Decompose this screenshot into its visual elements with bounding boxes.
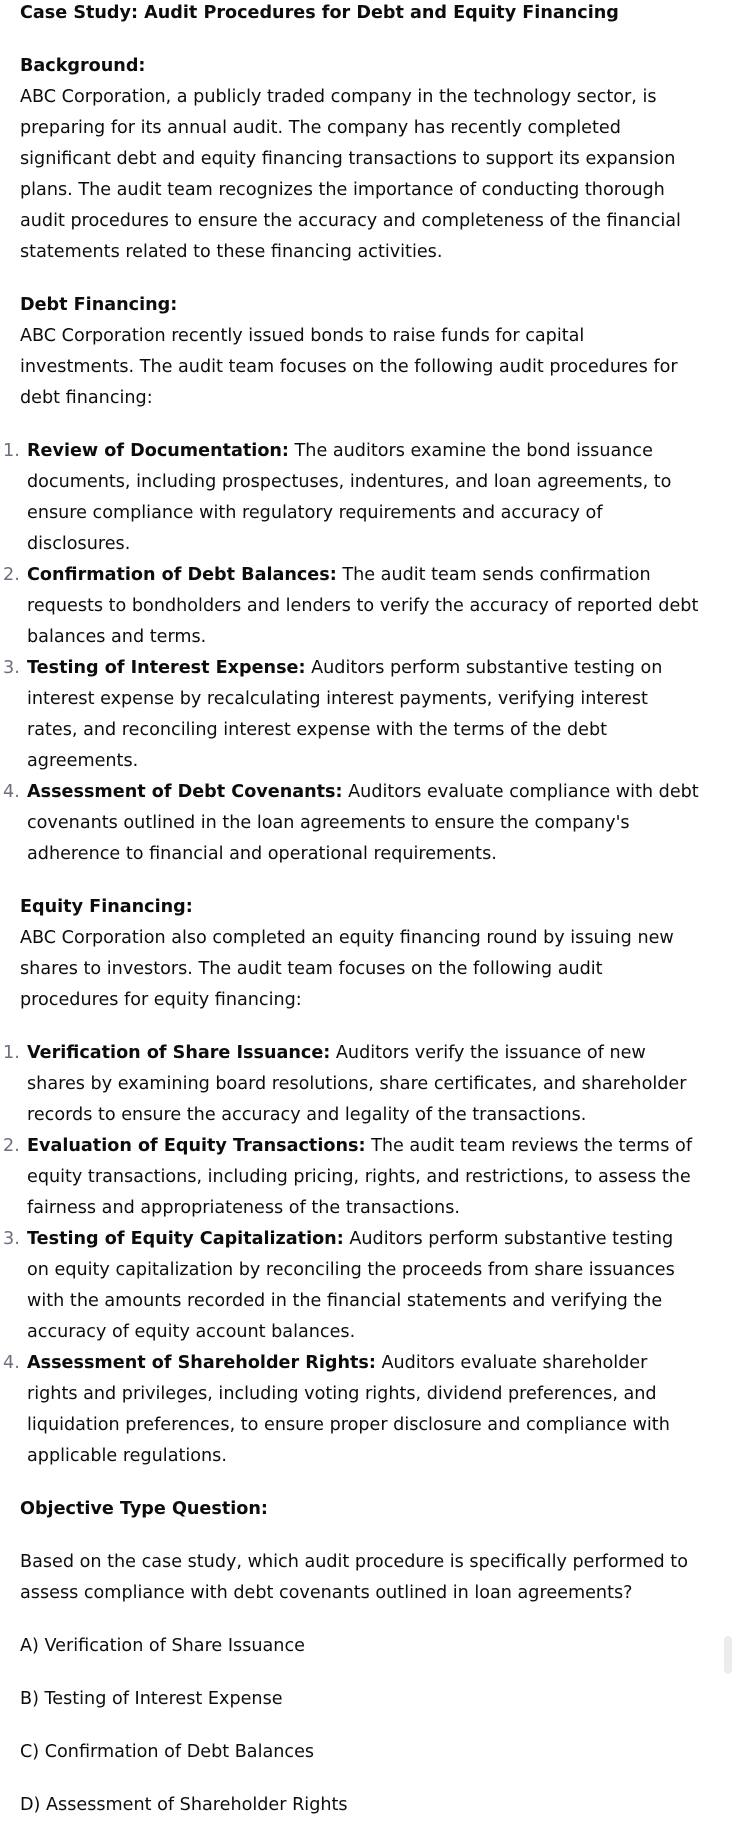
answer-option-c: C) Confirmation of Debt Balances [20,1742,315,1762]
scrollbar-thumb[interactable] [724,1636,732,1674]
list-item-text: The audit team sends confirmation requests to bondholders and lenders to verify the accuracy of reported debt balances and terms. [27,565,699,647]
list-item-label: Assessment of Debt Covenants: [27,782,343,802]
list-number: 1. [3,1043,20,1063]
list-item-label: Evaluation of Equity Transactions: [27,1136,366,1156]
list-number: 3. [3,658,20,678]
list-item [3,1038,700,1131]
list-number: 4. [3,1353,20,1373]
list-item [3,436,700,560]
list-item-text: Auditors verify the issuance of new shares by examining board resolutions, share certificates, and shareholder records to ensure the accuracy and legality of the transactions. [27,1043,687,1125]
list-item-label: Confirmation of Debt Balances: [27,565,337,585]
list-item-label: Review of Documentation: [27,441,289,461]
answer-option-b: B) Testing of Interest Expense [20,1689,283,1709]
list-item [3,1224,700,1348]
list-item-text: Auditors perform substantive testing on equity capitalization by reconciling the proceeds from share issuances with the amounts recorded in the financial statements and verifying the accuracy of equity account balances. [27,1229,675,1342]
list-item [3,1348,700,1472]
question-heading: Objective Type Question: [20,1499,268,1519]
debt-financing-heading: Debt Financing: [20,295,178,315]
background-heading: Background: [20,56,146,76]
question-text: Based on the case study, which audit procedure is specifically performed to assess compliance with debt covenants outlined in loan agreements? [20,1552,688,1603]
list-item-text: Auditors evaluate shareholder rights and privileges, including voting rights, dividend preferences, and liquidation preferences, to ensure proper disclosure and compliance with applicable regulations. [27,1353,670,1466]
list-item [3,1131,700,1224]
list-number: 1. [3,441,20,461]
list-item [3,653,700,777]
list-item-text: Auditors perform substantive testing on interest expense by recalculating interest payments, verifying interest rates, and reconciling interest expense with the terms of the debt agreements. [27,658,663,771]
document-title: Case Study: Audit Procedures for Debt and Equity Financing [20,3,619,23]
document-content [3,0,700,1821]
list-number: 3. [3,1229,20,1249]
list-item-label: Verification of Share Issuance: [27,1043,331,1063]
list-item [3,777,700,870]
answer-option-a: A) Verification of Share Issuance [20,1636,305,1656]
list-item-label: Testing of Interest Expense: [27,658,306,678]
list-item [3,560,700,653]
list-item-text: The audit team reviews the terms of equity transactions, including pricing, rights, and restrictions, to assess the fairness and appropriateness of the transactions. [27,1136,693,1218]
list-item-text: The auditors examine the bond issuance documents, including prospectuses, indentures, and loan agreements, to ensure compliance with regulatory requirements and accuracy of disclosures. [27,441,672,554]
equity-procedures-list [3,1038,700,1472]
debt-procedures-list [3,436,700,870]
answer-option-d: D) Assessment of Shareholder Rights [20,1795,348,1815]
equity-financing-heading: Equity Financing: [20,897,193,917]
equity-financing-intro: ABC Corporation also completed an equity financing round by issuing new shares to investors. The audit team focuses on the following audit procedures for equity financing: [20,928,674,1010]
list-number: 2. [3,1136,20,1156]
list-item-label: Testing of Equity Capitalization: [27,1229,344,1249]
background-paragraph: ABC Corporation, a publicly traded company in the technology sector, is preparing for its annual audit. The company has recently completed significant debt and equity financing transactions to support its expansion plans. The audit team recognizes the importance of conducting thorough audit procedures to ensure the accuracy and completeness of the financial statements related to these financing activities. [20,87,681,262]
list-item-text: Auditors evaluate compliance with debt covenants outlined in the loan agreements to ensure the company's adherence to financial and operational requirements. [27,782,699,864]
debt-financing-intro: ABC Corporation recently issued bonds to raise funds for capital investments. The audit team focuses on the following audit procedures for debt financing: [20,326,678,408]
list-number: 4. [3,782,20,802]
list-item-label: Assessment of Shareholder Rights: [27,1353,376,1373]
list-number: 2. [3,565,20,585]
